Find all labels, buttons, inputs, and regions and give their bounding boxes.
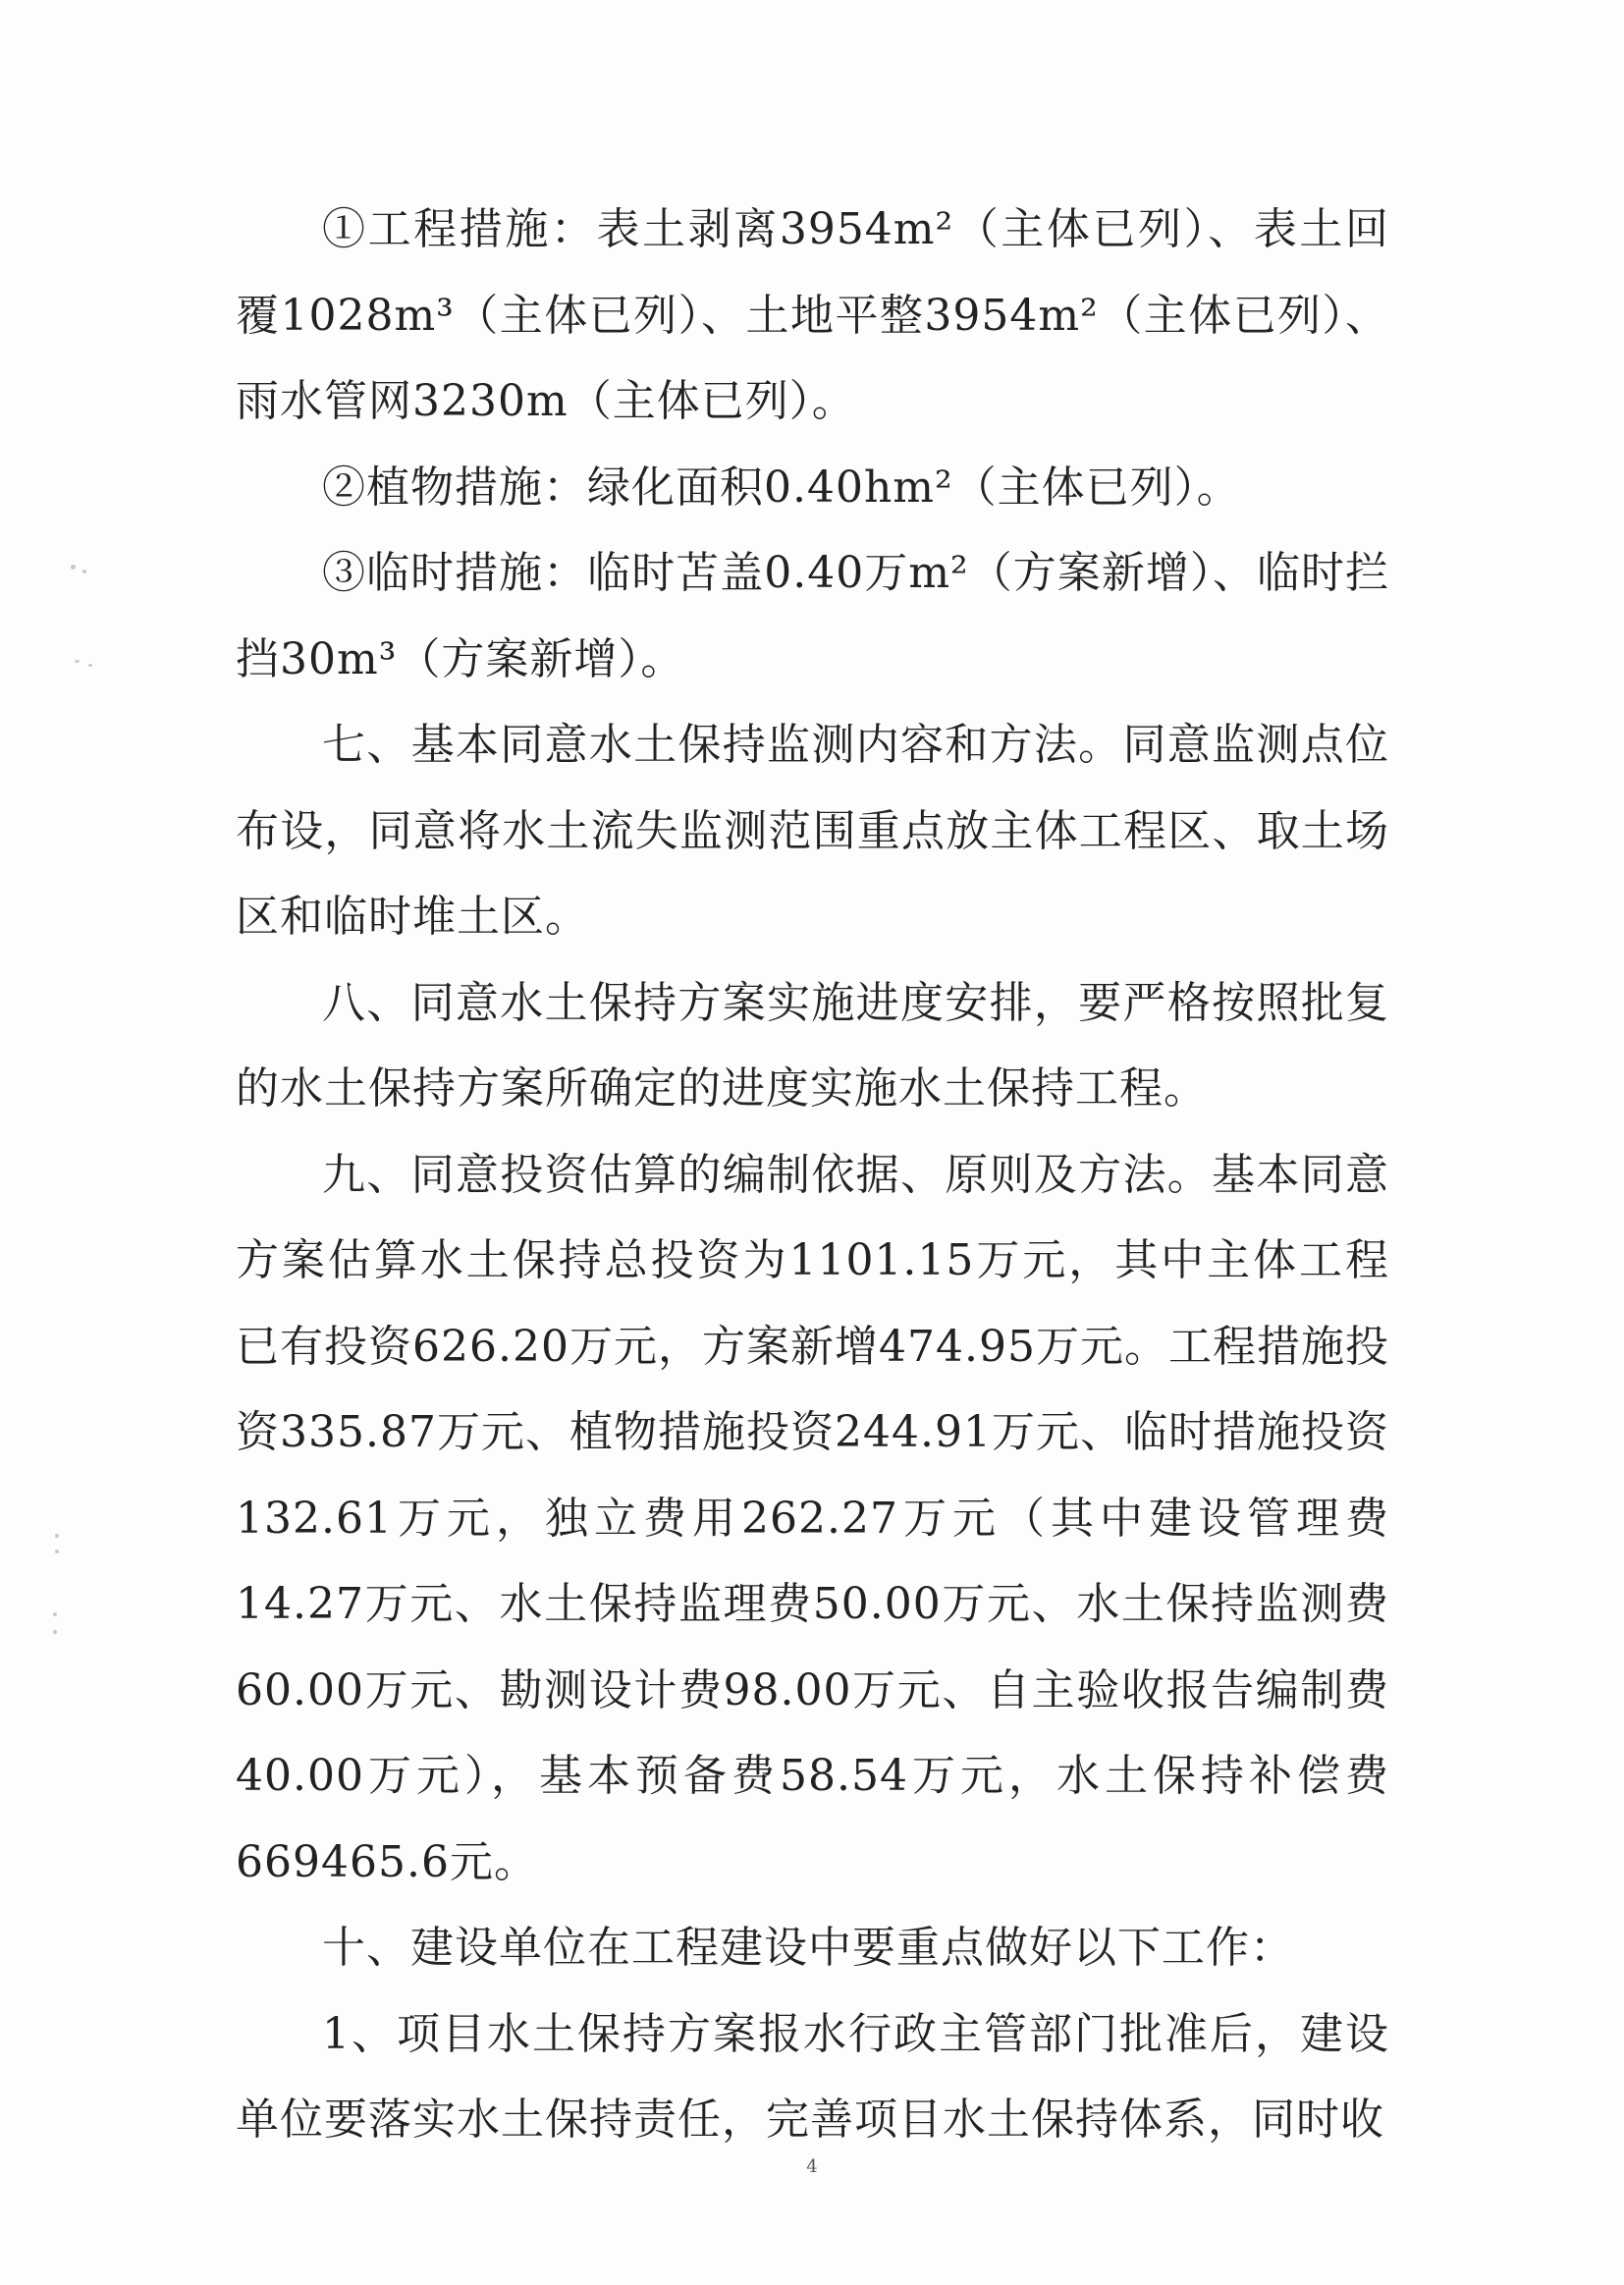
paragraph-section-7: 七、基本同意水土保持监测内容和方法。同意监测点位布设，同意将水土流失监测范围重点放主体工程区、取土场区和临时堆土区。 (236, 720, 1389, 942)
paragraph-plant-measures: ②植物措施：绿化面积0.40hm²（主体已列）。 (322, 462, 1241, 513)
scan-speck (88, 664, 92, 667)
scan-speck (55, 1550, 59, 1553)
paragraph-temporary-measures: ③临时措施：临时苫盖0.40万m²（方案新增）、临时拦挡30m³（方案新增）。 (236, 548, 1389, 684)
paragraph-section-10: 十、建设单位在工程建设中要重点做好以下工作： (322, 1923, 1294, 1973)
paragraph-section-8: 八、同意水土保持方案实施进度安排，要严格按照批复的水土保持方案所确定的进度实施水土保持工程。 (236, 977, 1389, 1114)
paragraph-engineering-measures: ①工程措施：表土剥离3954m²（主体已列）、表土回覆1028m³（主体已列）、土地平整3954m²（主体已列）、雨水管网3230m（主体已列）。 (236, 204, 1389, 426)
paragraph-item-1: 1、项目水土保持方案报水行政主管部门批准后，建设单位要落实水土保持责任，完善项目水土保持体系，同时收 (236, 2008, 1389, 2145)
scan-speck (71, 565, 76, 570)
scan-speck (53, 1612, 57, 1616)
scan-speck (82, 570, 86, 573)
paragraph-section-9: 九、同意投资估算的编制依据、原则及方法。基本同意方案估算水土保持总投资为1101.15万元，其中主体工程已有投资626.20万元，方案新增474.95万元。工程措施投资335.87万元、植物措施投资244.91万元、临时措施投资132.61万元，独立费用262.27万元（其中建设管理费14.27万元、水土保持监理费50.00万元、水土保持监测费60.00万元、勘测设计费98.00万元、自主验收报告编制费40.00万元），基本预备费58.54万元，水土保持补偿费669465.6元。 (236, 1149, 1389, 1887)
scan-speck (53, 1630, 57, 1634)
scan-speck (75, 660, 80, 663)
body-text (236, 187, 1389, 2163)
scan-speck (55, 1534, 59, 1538)
page-number: 4 (806, 2156, 818, 2177)
